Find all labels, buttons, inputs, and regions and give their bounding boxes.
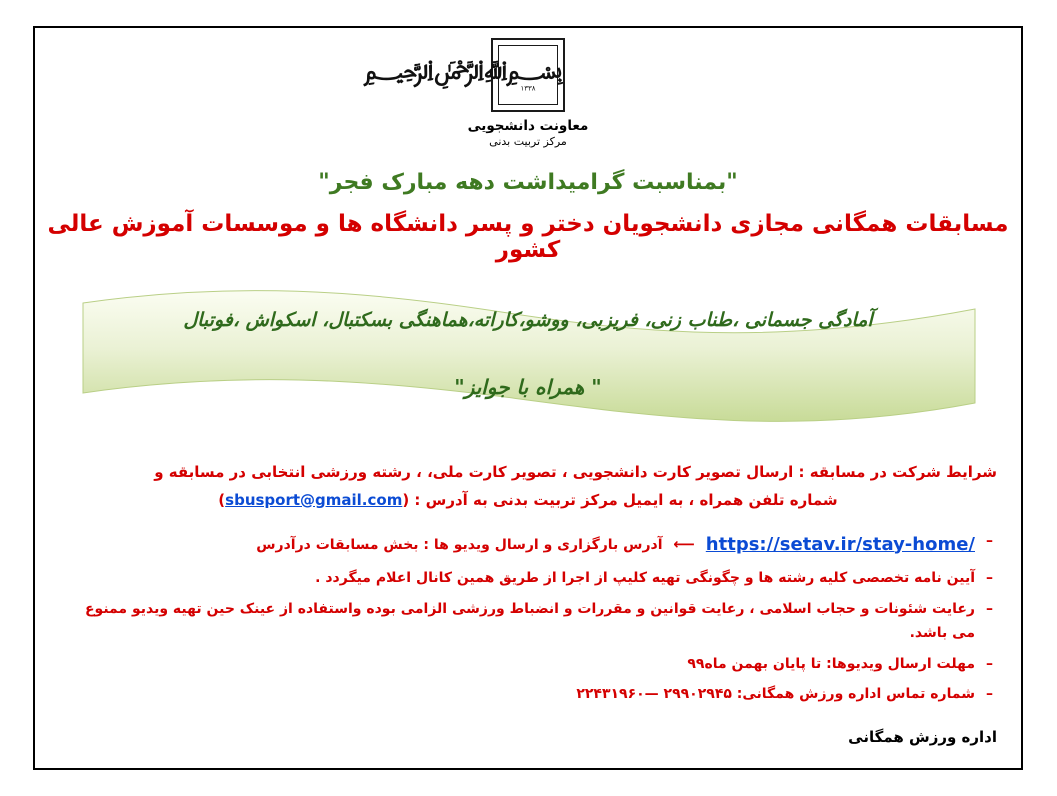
wavy-banner: [35, 285, 1021, 445]
emblem-year: ۱۳۳۸: [520, 84, 536, 93]
banner-text-group: [35, 309, 1021, 399]
bullet-list: [59, 529, 997, 707]
list-item-deadline: [59, 652, 997, 677]
email-suffix: ): [218, 490, 226, 509]
conditions-line-2: [59, 487, 997, 515]
setav-url-link[interactable]: https://setav.ir/stay-home/: [705, 533, 975, 555]
list-item-upload-address-label: آدرس بارگزاری و ارسال ویدیو ها : بخش مسابقات درآدرس: [256, 536, 663, 553]
conditions-label: شرایط شرکت در مسابقه :: [798, 463, 997, 481]
banner-sports-line: آمادگی جسمانی ،طناب زنی، فریزبی، ووشو،کاراته،هماهنگی بسکتبال، اسکواش ،فوتبال: [183, 309, 873, 331]
shahid-beheshti-university-emblem-icon: [363, 38, 565, 112]
red-title: مسابقات همگانی مجازی دانشجویان دختر و پسر دانشگاه ها و موسسات آموزش عالی کشور: [47, 211, 1009, 263]
list-item-dress-code: [59, 597, 997, 646]
poster-footer: اداره ورزش همگانی: [848, 728, 997, 746]
conditions-line-1: [59, 459, 997, 487]
email-prefix: شماره تلفن همراه ، به ایمیل مرکز تربیت بدنی به آدرس : (: [402, 490, 838, 509]
list-item-upload-address: [59, 529, 997, 561]
poster-body: [35, 459, 1021, 707]
poster-container: [33, 26, 1023, 770]
list-item-dress-code-label: رعایت شئونات و حجاب اسلامی ، رعایت قوانین و مقررات و انضباط ورزشی الزامی بوده واستفاده از عینک حین تهیه ویدیو ممنوع می باشد.: [84, 600, 975, 641]
list-item-contact-label: شماره تماس اداره ورزش همگانی: ۲۹۹۰۲۹۴۵ —۲۲۴۳۱۹۶۰: [576, 686, 975, 702]
arrow-icon: ⟵: [673, 534, 695, 553]
email-link[interactable]: sbusport@gmail.com: [225, 490, 403, 509]
list-item-contact: [59, 682, 997, 707]
emblem-glyph: ﷽ ۱۳۳۸: [363, 55, 563, 93]
green-title: "بمناسبت گرامیداشت دهه مبارک فجر": [318, 170, 738, 195]
organization-line-2: مرکز تربیت بدنی: [489, 135, 567, 148]
poster-header: [35, 28, 1021, 148]
banner-prizes-line: " همراه با جوایز": [454, 375, 602, 399]
list-item-deadline-label: مهلت ارسال ویدیوها: تا پایان بهمن ماه۹۹: [687, 655, 975, 672]
conditions-text: ارسال تصویر کارت دانشجویی ، تصویر کارت ملی، ، رشته ورزشی انتخابی در مسابقه و: [154, 463, 799, 481]
organization-line-1: معاونت دانشجویی: [467, 118, 589, 134]
list-item-regulations-label: آیین نامه تخصصی کلیه رشته ها و چگونگی تهیه کلیپ از اجرا از طریق همین کانال اعلام میگردد .: [315, 570, 975, 586]
list-item-regulations: [59, 566, 997, 591]
